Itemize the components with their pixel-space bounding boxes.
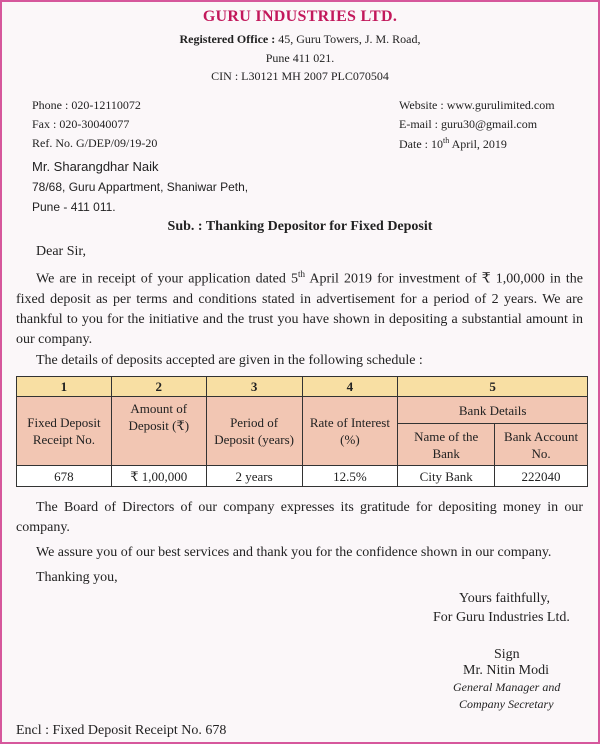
header-row-1	[17, 397, 588, 424]
subject-line: Sub. : Thanking Depositor for Fixed Deposit	[167, 219, 433, 234]
cell-period: 2 years	[206, 466, 302, 487]
cell-amount: ₹ 1,00,000	[111, 466, 206, 487]
enclosure-note: Encl : Fixed Deposit Receipt No. 678	[16, 723, 227, 738]
office-label: Registered Office :	[179, 32, 276, 46]
header-bank-name: Name of the Bank	[398, 424, 495, 466]
company-name: GURU INDUSTRIES LTD.	[202, 8, 398, 25]
paragraph-1: We are in receipt of your application dated 5th April 2019 for investment of ₹ 1,00,000 in the fixed deposit as per terms and conditions stated in advertisement for a period of 2 years. We are thankful to you for the initiative and the trust you have shown in depositing a substantial amount in our company.	[16, 269, 583, 347]
email: E-mail : guru30@gmail.com	[399, 117, 538, 131]
header-receipt-no: Fixed Deposit Receipt No.	[17, 397, 112, 466]
col-number-2: 2	[111, 377, 206, 397]
recipient-address-2: Pune - 411 011.	[32, 200, 116, 214]
registered-office-line2: Pune 411 021.	[265, 51, 335, 65]
thanking-line: Thanking you,	[36, 570, 118, 585]
phone: Phone : 020-12110072	[32, 98, 141, 112]
closing-company: For Guru Industries Ltd.	[433, 610, 570, 625]
col-number-5: 5	[398, 377, 588, 397]
fax: Fax : 020-30040077	[32, 117, 130, 131]
header-bank-details: Bank Details	[398, 397, 588, 424]
table-row	[17, 466, 588, 487]
header-amount: Amount of Deposit (₹)	[111, 397, 206, 466]
recipient-address-1: 78/68, Guru Appartment, Shaniwar Peth,	[32, 180, 249, 194]
website: Website : www.gurulimited.com	[399, 98, 555, 112]
recipient-name: Mr. Sharangdhar Naik	[32, 159, 159, 174]
reference-number: Ref. No. G/DEP/09/19-20	[32, 136, 158, 150]
signature: Sign	[494, 647, 520, 662]
signatory-name: Mr. Nitin Modi	[463, 663, 549, 678]
cell-bank-name: City Bank	[398, 466, 495, 487]
salutation: Dear Sir,	[36, 244, 86, 259]
col-number-4: 4	[302, 377, 398, 397]
schedule-intro: The details of deposits accepted are given in the following schedule :	[36, 353, 423, 368]
header-rate: Rate of Interest (%)	[302, 397, 398, 466]
cell-receipt-no: 678	[17, 466, 112, 487]
col-number-3: 3	[206, 377, 302, 397]
deposit-schedule-table	[16, 376, 588, 487]
paragraph-2: The Board of Directors of our company expresses its gratitude for depositing money in our company.	[16, 500, 583, 535]
cell-rate: 12.5%	[302, 466, 398, 487]
letter-date: Date : 10th April, 2019	[399, 136, 507, 151]
header-period: Period of Deposit (years)	[206, 397, 302, 466]
header-bank-account: Bank Account No.	[495, 424, 588, 466]
signatory-title-1: General Manager and	[453, 680, 561, 694]
registered-office-line1	[2, 32, 598, 47]
column-number-row	[17, 377, 588, 397]
cin-number: CIN : L30121 MH 2007 PLC070504	[211, 69, 389, 83]
cell-bank-account: 222040	[495, 466, 588, 487]
closing-yours: Yours faithfully,	[459, 591, 551, 606]
paragraph-3: We assure you of our best services and thank you for the confidence shown in our company.	[36, 545, 552, 560]
col-number-1: 1	[17, 377, 112, 397]
office-address-1: 45, Guru Towers, J. M. Road,	[278, 32, 421, 46]
signatory-title-2: Company Secretary	[459, 697, 554, 711]
